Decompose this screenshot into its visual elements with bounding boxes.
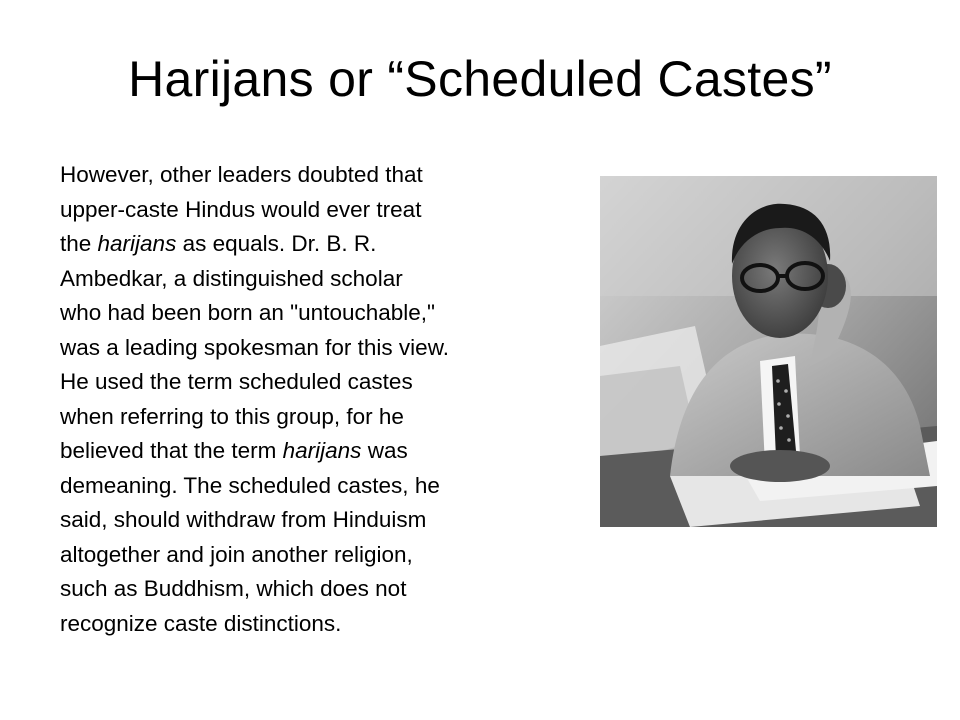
body-text-line: when referring to this group, for he [60,403,404,429]
body-text-line: said, should withdraw from Hinduism [60,507,427,532]
italic-term: harijans [97,231,177,256]
italic-term: harijans [282,438,362,463]
body-text [60,158,580,641]
body-text-line: He used the term scheduled castes [60,369,413,394]
portrait-illustration [600,176,937,527]
body-text-line: who had been born an "untouchable," [60,300,436,325]
body-text-line: recognize caste distinctions. [60,610,342,636]
body-text-line: believed that the term harijans was [60,438,408,463]
slide-title: Harijans or “Scheduled Castes” [128,51,832,107]
body-text-line: the harijans as equals. Dr. B. R. [60,231,377,256]
body-text-line: was a leading spokesman for this view. [60,334,449,360]
body-text-line: such as Buddhism, which does not [60,576,407,601]
body-text-line: However, other leaders doubted that [60,162,423,187]
body-text-line: altogether and join another religion, [60,541,413,567]
body-text-line: Ambedkar, a distinguished scholar [60,265,403,291]
portrait-photo [600,176,937,527]
body-text-line: demeaning. The scheduled castes, he [60,472,440,498]
body-text-line: upper-caste Hindus would ever treat [60,196,422,222]
